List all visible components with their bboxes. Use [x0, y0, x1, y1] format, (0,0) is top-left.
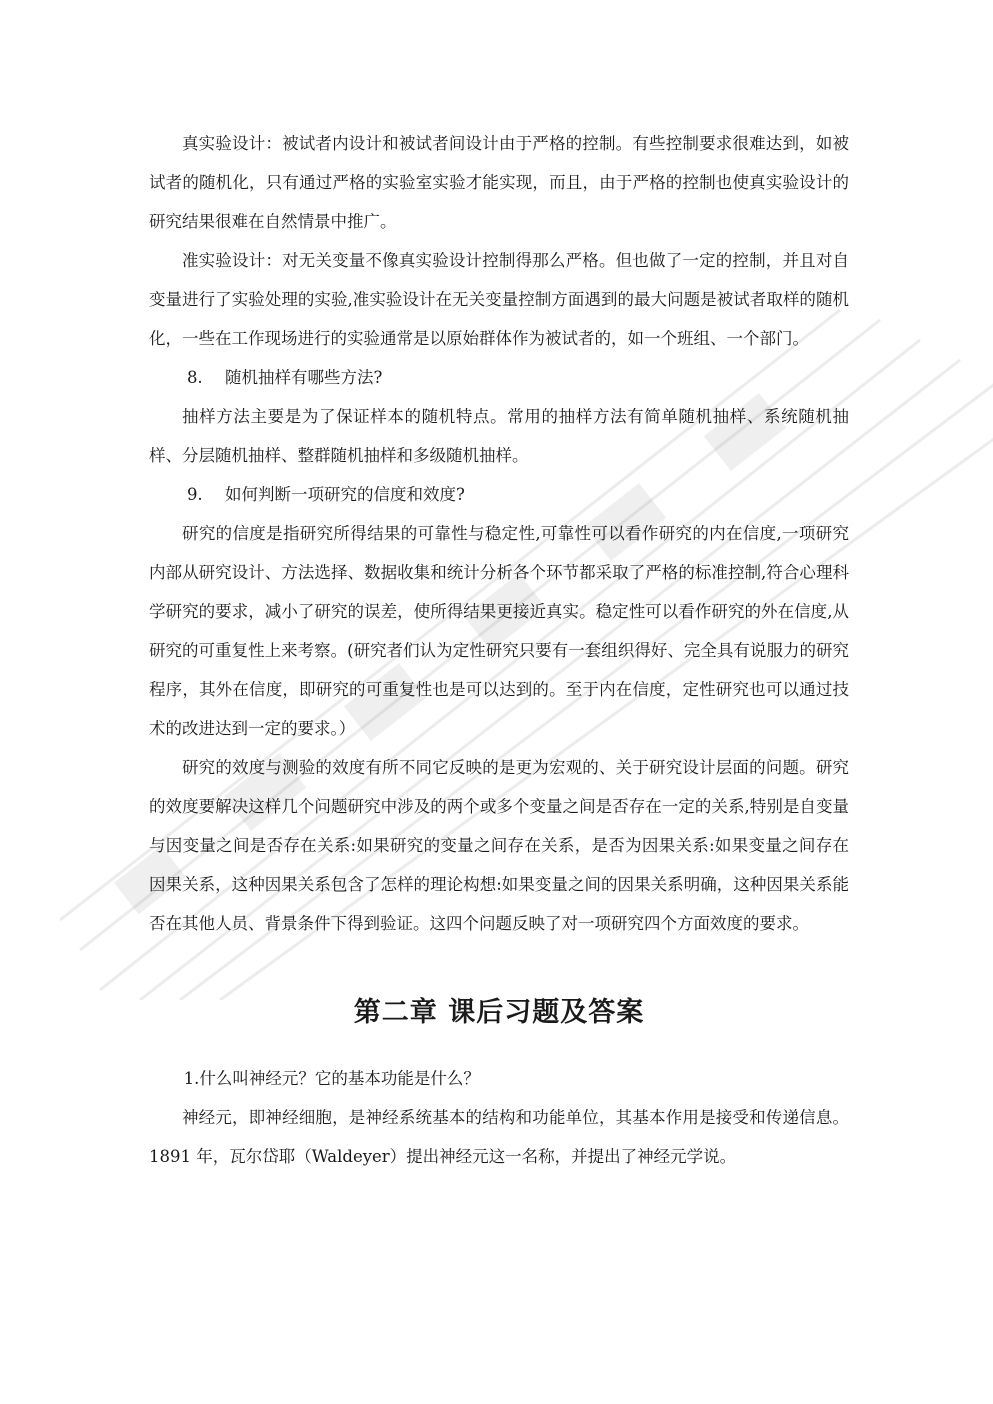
answer-9-validity: 研究的效度与测验的效度有所不同它反映的是更为宏观的、关于研究设计层面的问题。研究的效度要解决这样几个问题研究中涉及的两个或多个变量之间是否存在一定的关系,特别是自变量与因变量之间是否存在关系:如果研究的变量之间存在关系，是否为因果关系:如果变量之间存在因果关系，这种因果关系包含了怎样的理论构想:如果变量之间的因果关系明确，这种因果关系能否在其他人员、背景条件下得到验证。这四个问题反映了对一项研究四个方面效度的要求。	[149, 758, 849, 933]
chapter-title: 第二章 课后习题及答案	[353, 997, 645, 1028]
question-9	[149, 475, 849, 514]
answer-9-reliability: 研究的信度是指研究所得结果的可靠性与稳定性,可靠性可以看作研究的内在信度,一项研究内部从研究设计、方法选择、数据收集和统计分析各个环节都采取了严格的标准控制,符合心理科学研究的要求，减小了研究的误差，使所得结果更接近真实。稳定性可以看作研究的外在信度,从研究的可重复性上来考察。(研究者们认为定性研究只要有一套组织得好、完全具有说服力的研究程序，其外在信度，即研究的可重复性也是可以达到的。至于内在信度，定性研究也可以通过技术的改进达到一定的要求。）	[149, 524, 849, 738]
page-content	[149, 124, 849, 1176]
question-8	[149, 358, 849, 397]
paragraph-true-experiment: 真实验设计：被试者内设计和被试者间设计由于严格的控制。有些控制要求很难达到，如被试者的随机化，只有通过严格的实验室实验才能实现，而且，由于严格的控制也使真实验设计的研究结果很难在自然情景中推广。	[149, 134, 849, 231]
question-text: 如何判断一项研究的信度和效度?	[224, 485, 465, 504]
chapter2-answer-1: 神经元，即神经细胞，是神经系统基本的结构和功能单位，其基本作用是接受和传递信息。1891 年，瓦尔岱耶（Waldeyer）提出神经元这一名称，并提出了神经元学说。	[149, 1108, 849, 1166]
answer-8: 抽样方法主要是为了保证样本的随机特点。常用的抽样方法有简单随机抽样、系统随机抽样、分层随机抽样、整群随机抽样和多级随机抽样。	[149, 407, 849, 465]
chapter2-question-1: 1.什么叫神经元？它的基本功能是什么？	[183, 1069, 480, 1088]
question-number: 9.	[186, 485, 203, 504]
question-number: 8.	[186, 368, 203, 387]
paragraph-quasi-experiment: 准实验设计：对无关变量不像真实验设计控制得那么严格。但也做了一定的控制，并且对自变量进行了实验处理的实验,准实验设计在无关变量控制方面遇到的最大问题是被试者取样的随机化，一些在工作现场进行的实验通常是以原始群体作为被试者的，如一个班组、一个部门。	[149, 251, 849, 348]
question-text: 随机抽样有哪些方法?	[224, 368, 383, 387]
